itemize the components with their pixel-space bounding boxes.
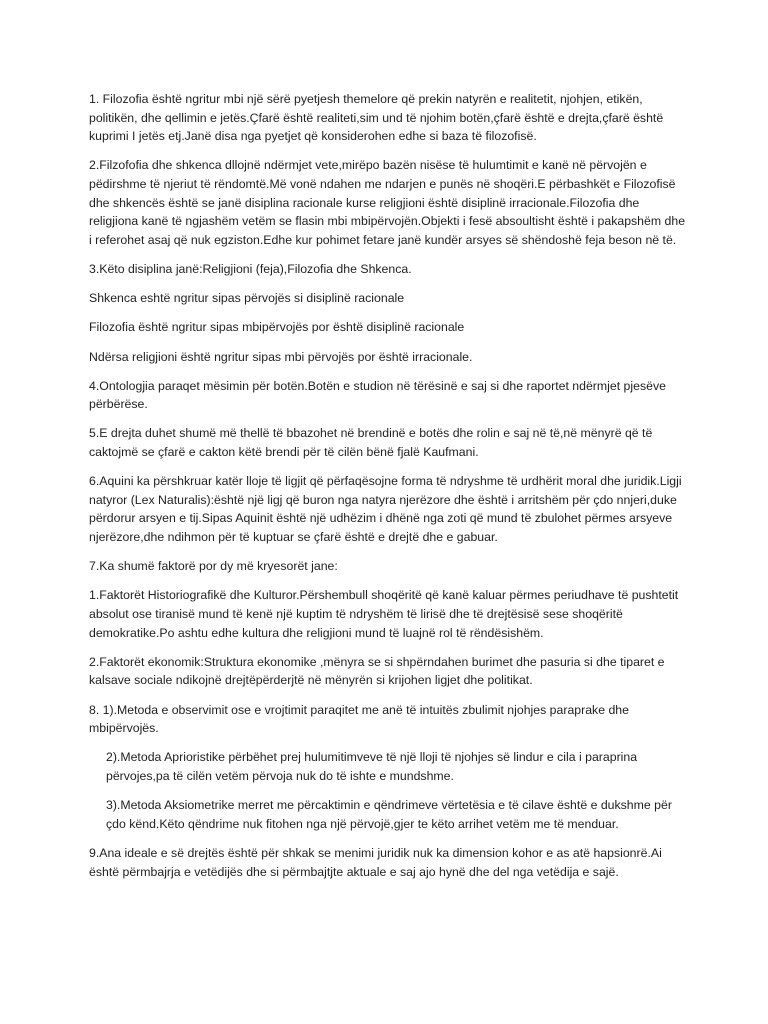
- paragraph-7-factor-1: 1.Faktorët Historiografikë dhe Kulturor.Përshembull shoqëritë që kanë kaluar përmes periudhave të pushtetit absolut ose tiranisë mund të kenë një kuptim të ndryshëm të lirisë dhe të drejtësisë sese shoqëritë demokratike.Po ashtu edhe kultura dhe religjioni mund të luajnë rol të rëndësishëm.: [89, 588, 679, 640]
- paragraph-philosophy: Filozofia është ngritur sipas mbipërvojës por është disiplinë racionale: [89, 320, 465, 335]
- paragraph-7-factor-2: 2.Faktorët ekonomik:Struktura ekonomike ,mënyra se si shpërndahen burimet dhe pasuria si dhe tiparet e kalsave sociale ndikojnë drejtëpërderjtë në mënyrën si krijohen ligjet dhe politikat.: [89, 654, 665, 688]
- paragraph-science: Shkenca eshtë ngritur sipas përvojës si disiplinë racionale: [89, 291, 405, 306]
- paragraph-religion: Ndërsa religjioni është ngritur sipas mbi përvojës por është irracionale.: [89, 349, 473, 364]
- paragraph-2: 2.Filzofofia dhe shkenca dllojnë ndërmjet vete,mirëpo bazën nisëse të hulumtimit e kanë në përvojën e pëdirshme të njeriut të rëndomtë.Më vonë ndahen me ndarjen e punës në shoqëri.E përbashkët e Filozofisë dhe shkencës është se janë disiplina racionale kurse religjioni është disiplinë irracionale.Filozofia dhe religjiona kanë të ngjashëm vetëm se flasin mbi mbipërvojën.Objekti i fesë absoultisht është i pakapshëm dhe i referohet asaj që nuk egziston.Edhe kur pohimet fetare janë kundër arsyes së shëndoshë feja beson në të.: [89, 158, 686, 247]
- paragraph-1: 1. Filozofia është ngritur mbi një sërë pyetjesh themelore që prekin natyrën e realitetit, njohjen, etikën, politikën, dhe qellimin e jetës.Çfarë është realiteti,sim und të njohim botën,çfarë është e drejta,çfarë është kuprimi I jetës etj.Janë disa nga pyetjet që konsiderohen edhe si baza të filozofisë.: [89, 92, 664, 144]
- paragraph-8-method-3: 3).Metoda Aksiometrike merret me përcaktimin e qëndrimeve vërtetësia e të cilave është e dukshme për çdo kënd.Këto qëndrime nuk fitohen nga një përvojë,gjer te këto arrihet vetëm me të menduar.: [106, 798, 672, 831]
- paragraph-8-method-2: 2).Metoda Aprioristike përbëhet prej hulumitimveve të një lloji të njohjes së lindur e cila i paraprina përvojes,pa të cilën vetëm përvoja nuk do të ishte e mundshme.: [106, 750, 638, 783]
- paragraph-9: 9.Ana ideale e së drejtës është për shkak se menimi juridik nuk ka dimension kohor e as atë hapsionrë.Ai është përmbajrja e vetëdijës dhe si përmbajtjte aktuale e saj ajo hynë dhe del nga vetëdija e sajë.: [89, 845, 662, 879]
- paragraph-5: 5.E drejta duhet shumë më thellë të bbazohet në brendinë e botës dhe rolin e saj në të,në mënyrë që të caktojmë se çfarë e cakton këtë brendi për të cilën bënë fjalë Kaufmani.: [89, 426, 653, 460]
- paragraph-8-method-1: 8. 1).Metoda e observimit ose e vrojtimit paraqitet me anë të intuitës zbulimit njohjes paraprake dhe mbipërvojës.: [89, 702, 629, 736]
- paragraph-4: 4.Ontologjia paraqet mësimin për botën.Botën e studion në tërësinë e saj si dhe raportet ndërmjet pjesëve përbërëse.: [89, 378, 666, 412]
- paragraph-6: 6.Aquini ka përshkruar katër lloje të ligjit që përfaqësojne forma të ndryshme të urdhërit moral dhe juridik.Ligji natyror (Lex Naturalis):është një ligj që buron nga natyra njerëzore dhe është i arritshëm për çdo nnjeri,duke përdorur arsyen e tij.Sipas Aquinit është një udhëzim i dhënë nga zoti që mund të zbulohet përmes arsyeve njerëzore,dhe ndihmon për të kuptuar se çfarë është e drejtë dhe e gabuar.: [89, 474, 682, 545]
- paragraph-3: 3.Këto disiplina janë:Religjioni (feja),Filozofia dhe Shkenca.: [89, 261, 412, 276]
- document-page: [89, 90, 689, 892]
- paragraph-7: 7.Ka shumë faktorë por dy më kryesorët jane:: [89, 559, 338, 574]
